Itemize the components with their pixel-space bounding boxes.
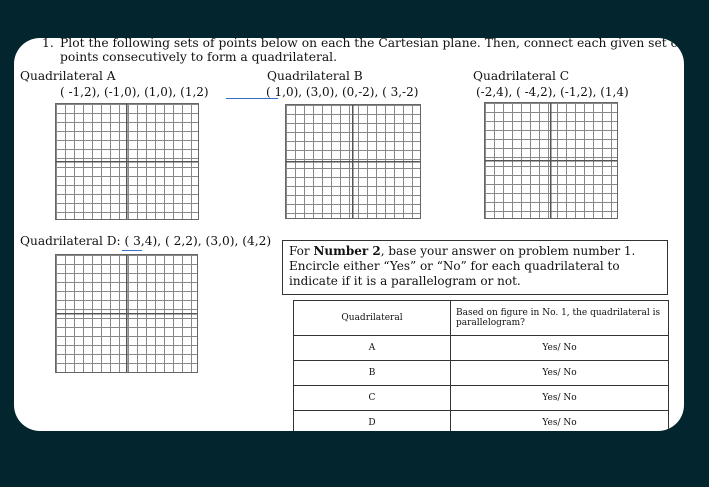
row-answer[interactable]: Yes/ No bbox=[451, 411, 669, 432]
worksheet-card bbox=[14, 38, 684, 431]
quad-c-label: Quadrilateral C bbox=[473, 69, 570, 83]
cartesian-grid-d bbox=[55, 254, 198, 373]
cartesian-grid-a bbox=[55, 103, 199, 220]
row-answer[interactable]: Yes/ No bbox=[451, 386, 669, 411]
row-label: A bbox=[294, 336, 451, 361]
cartesian-grid-b bbox=[285, 104, 421, 219]
quad-b-points: ( 1,0), (3,0), (0,-2), ( 3,-2) bbox=[266, 85, 419, 99]
header-question: Based on figure in No. 1, the quadrilateral is parallelogram? bbox=[451, 301, 669, 336]
quad-d-points: ( 3,4), ( 2,2), (3,0), (4,2) bbox=[124, 234, 272, 248]
row-label: C bbox=[294, 386, 451, 411]
header-quadrilateral: Quadrilateral bbox=[294, 301, 451, 336]
row-answer[interactable]: Yes/ No bbox=[451, 336, 669, 361]
row-answer[interactable]: Yes/ No bbox=[451, 361, 669, 386]
question-text: Plot the following sets of points below on each the Cartesian plane. Then, connect each given set of points consecutively to form a quadrilateral. bbox=[60, 38, 683, 64]
table-row bbox=[294, 386, 669, 411]
instructions-prefix: For bbox=[289, 244, 314, 258]
question-number: 1. bbox=[42, 38, 54, 50]
cartesian-grid-c bbox=[484, 102, 618, 219]
instructions-bold: Number 2 bbox=[313, 244, 381, 258]
row-label: B bbox=[294, 361, 451, 386]
quad-d-label: Quadrilateral D: bbox=[20, 234, 121, 248]
instructions-rest: , base your answer on problem number 1. Encircle either “Yes” or “No” for each quadrilateral to indicate if it is a parallelogram or not. bbox=[289, 244, 636, 288]
spellcheck-underline-d bbox=[122, 250, 142, 251]
quad-a-label: Quadrilateral A bbox=[20, 69, 116, 83]
table-header-row bbox=[294, 301, 669, 336]
quad-a-points: ( -1,2), (-1,0), (1,0), (1,2) bbox=[60, 85, 209, 99]
table-row bbox=[294, 411, 669, 432]
row-label: D bbox=[294, 411, 451, 432]
quad-c-points: (-2,4), ( -4,2), (-1,2), (1,4) bbox=[476, 85, 629, 99]
instructions-box bbox=[282, 240, 668, 295]
table-row bbox=[294, 361, 669, 386]
quad-b-label: Quadrilateral B bbox=[267, 69, 363, 83]
quad-d-row bbox=[20, 234, 271, 248]
answer-table bbox=[293, 300, 669, 431]
table-row bbox=[294, 336, 669, 361]
